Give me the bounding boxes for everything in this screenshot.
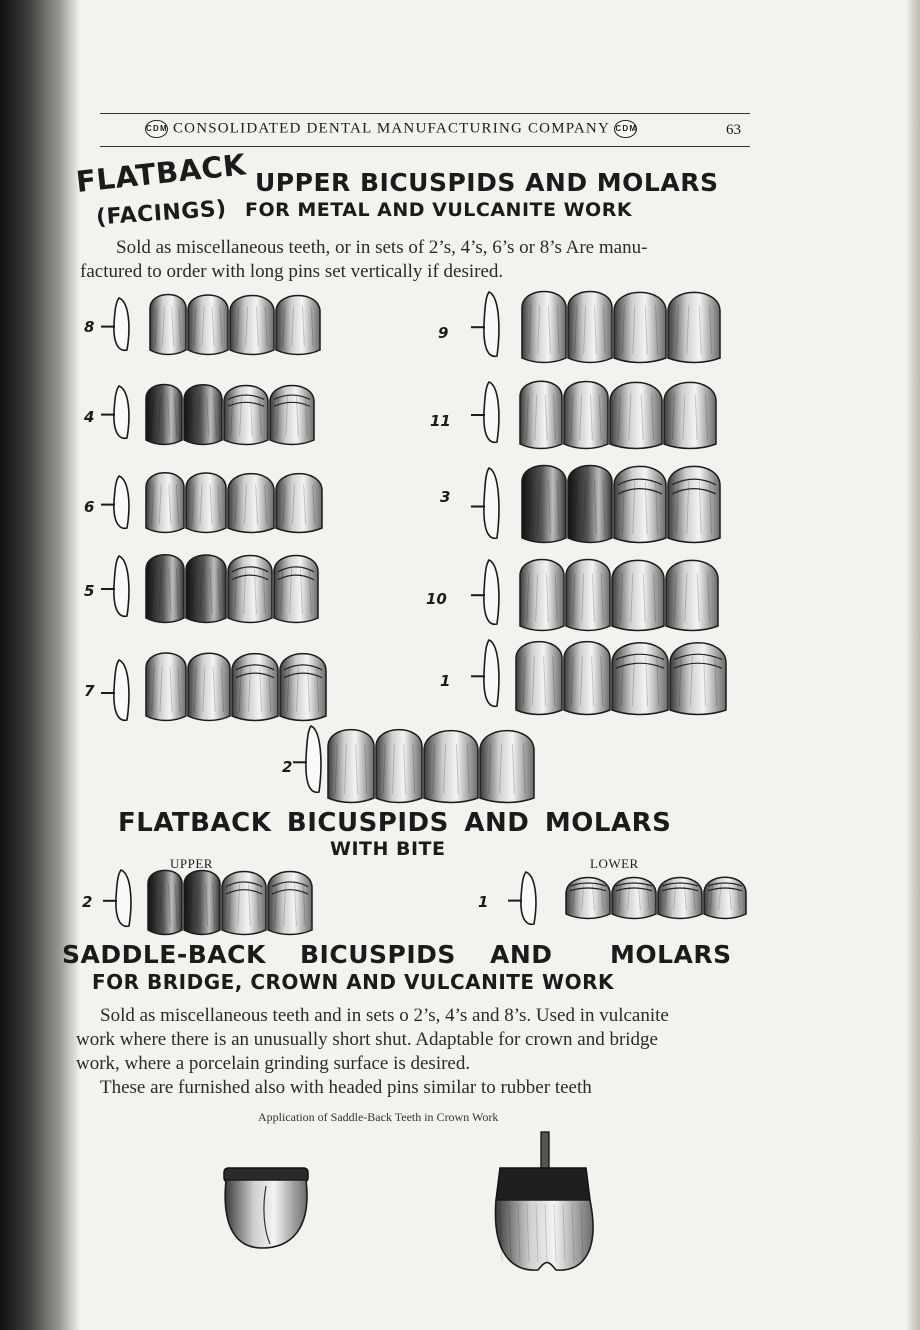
molar-tooth-icon <box>670 643 726 715</box>
set-number-6: 6 <box>84 498 95 516</box>
section3-subtitle: FOR BRIDGE, CROWN AND VULCANITE WORK <box>92 970 615 994</box>
tooth-profile-icon <box>484 382 499 442</box>
bicuspid-tooth-icon <box>610 382 662 448</box>
section2-subtitle: WITH BITE <box>330 838 446 860</box>
section2-title: FLATBACK BICUSPIDS AND MOLARS <box>118 808 672 838</box>
saddle-back-crown-icon <box>225 1180 307 1248</box>
tooth-profile-icon <box>114 556 129 616</box>
section3-title-and: AND <box>490 940 553 969</box>
company-logo-icon: CDM <box>145 120 168 138</box>
section3-description-line1: Sold as miscellaneous teeth and in sets o 2’s, 4’s and 8’s. Used in vulcanite <box>100 1005 669 1026</box>
tooth-profile-icon <box>114 386 129 438</box>
section3-title-saddleback: SADDLE-BACK <box>62 940 266 969</box>
lower-label: LOWER <box>590 856 639 871</box>
set-number-1: 1 <box>440 672 451 690</box>
bicuspid-tooth-icon <box>480 731 534 803</box>
set-number-3: 3 <box>440 488 451 506</box>
figure-caption: Application of Saddle-Back Teeth in Crown Work <box>258 1110 499 1124</box>
molar-tooth-icon <box>614 466 666 542</box>
tooth-profile-icon <box>484 468 499 538</box>
bicuspid-tooth-icon <box>612 560 664 630</box>
title-flatback: FLATBACK <box>74 147 248 199</box>
bicuspid-tooth-icon <box>668 292 720 362</box>
molar-tooth-icon <box>658 877 702 918</box>
vulcanite-base-icon <box>496 1168 590 1200</box>
section3-title-molars: MOLARS <box>610 940 732 969</box>
tooth-profile-icon <box>114 298 129 350</box>
company-logo-icon: CDM <box>614 120 637 138</box>
molar-tooth-icon <box>612 877 656 918</box>
set-number-9: 9 <box>438 324 449 342</box>
set-number-11: 11 <box>430 412 451 430</box>
bite-lower-number: 1 <box>478 893 489 911</box>
section1-description-line1: Sold as miscellaneous teeth, or in sets of 2’s, 4’s, 6’s or 8’s Are manu- <box>116 237 648 258</box>
upper-label: UPPER <box>170 856 213 871</box>
page-number: 63 <box>726 122 741 138</box>
section1-description-line2: factured to order with long pins set vertically if desired. <box>80 261 504 282</box>
tooth-profile-icon <box>114 660 129 720</box>
section3-description-line4: These are furnished also with headed pins similar to rubber teeth <box>100 1077 592 1098</box>
tooth-profile-icon <box>116 870 131 926</box>
bicuspid-tooth-icon <box>664 382 716 448</box>
title-upper-bicuspids: UPPER BICUSPIDS AND MOLARS <box>255 168 719 197</box>
tooth-profile-icon <box>114 476 129 528</box>
set-number-10: 10 <box>426 590 447 608</box>
subtitle-facings: (FACINGS) <box>95 196 228 231</box>
subtitle-metal-vulcanite: FOR METAL AND VULCANITE WORK <box>245 199 633 221</box>
tooth-profile-icon <box>306 726 321 792</box>
molar-tooth-icon <box>612 643 668 715</box>
set-number-2: 2 <box>282 758 293 776</box>
set-number-5: 5 <box>84 582 95 600</box>
molar-tooth-icon <box>668 466 720 542</box>
bicuspid-tooth-icon <box>614 292 666 362</box>
company-name: CONSOLIDATED DENTAL MANUFACTURING COMPANY <box>172 120 610 137</box>
tooth-profile-icon <box>484 292 499 356</box>
tooth-profile-icon <box>484 640 499 706</box>
tooth-profile-icon <box>484 560 499 624</box>
set-number-4: 4 <box>84 408 95 426</box>
set-number-7: 7 <box>84 682 95 700</box>
section3-title-bicuspids: BICUSPIDS <box>300 940 456 969</box>
molar-tooth-icon <box>566 877 610 918</box>
section3-description-line2: work where there is an unusually short shut. Adaptable for crown and bridge <box>76 1029 658 1050</box>
tooth-profile-icon <box>521 872 536 924</box>
bicuspid-tooth-icon <box>666 560 718 630</box>
bite-upper-number: 2 <box>82 893 93 911</box>
set-number-8: 8 <box>84 318 95 336</box>
section3-description-line3: work, where a porcelain grinding surface is desired. <box>76 1053 471 1074</box>
bicuspid-tooth-icon <box>424 731 478 803</box>
